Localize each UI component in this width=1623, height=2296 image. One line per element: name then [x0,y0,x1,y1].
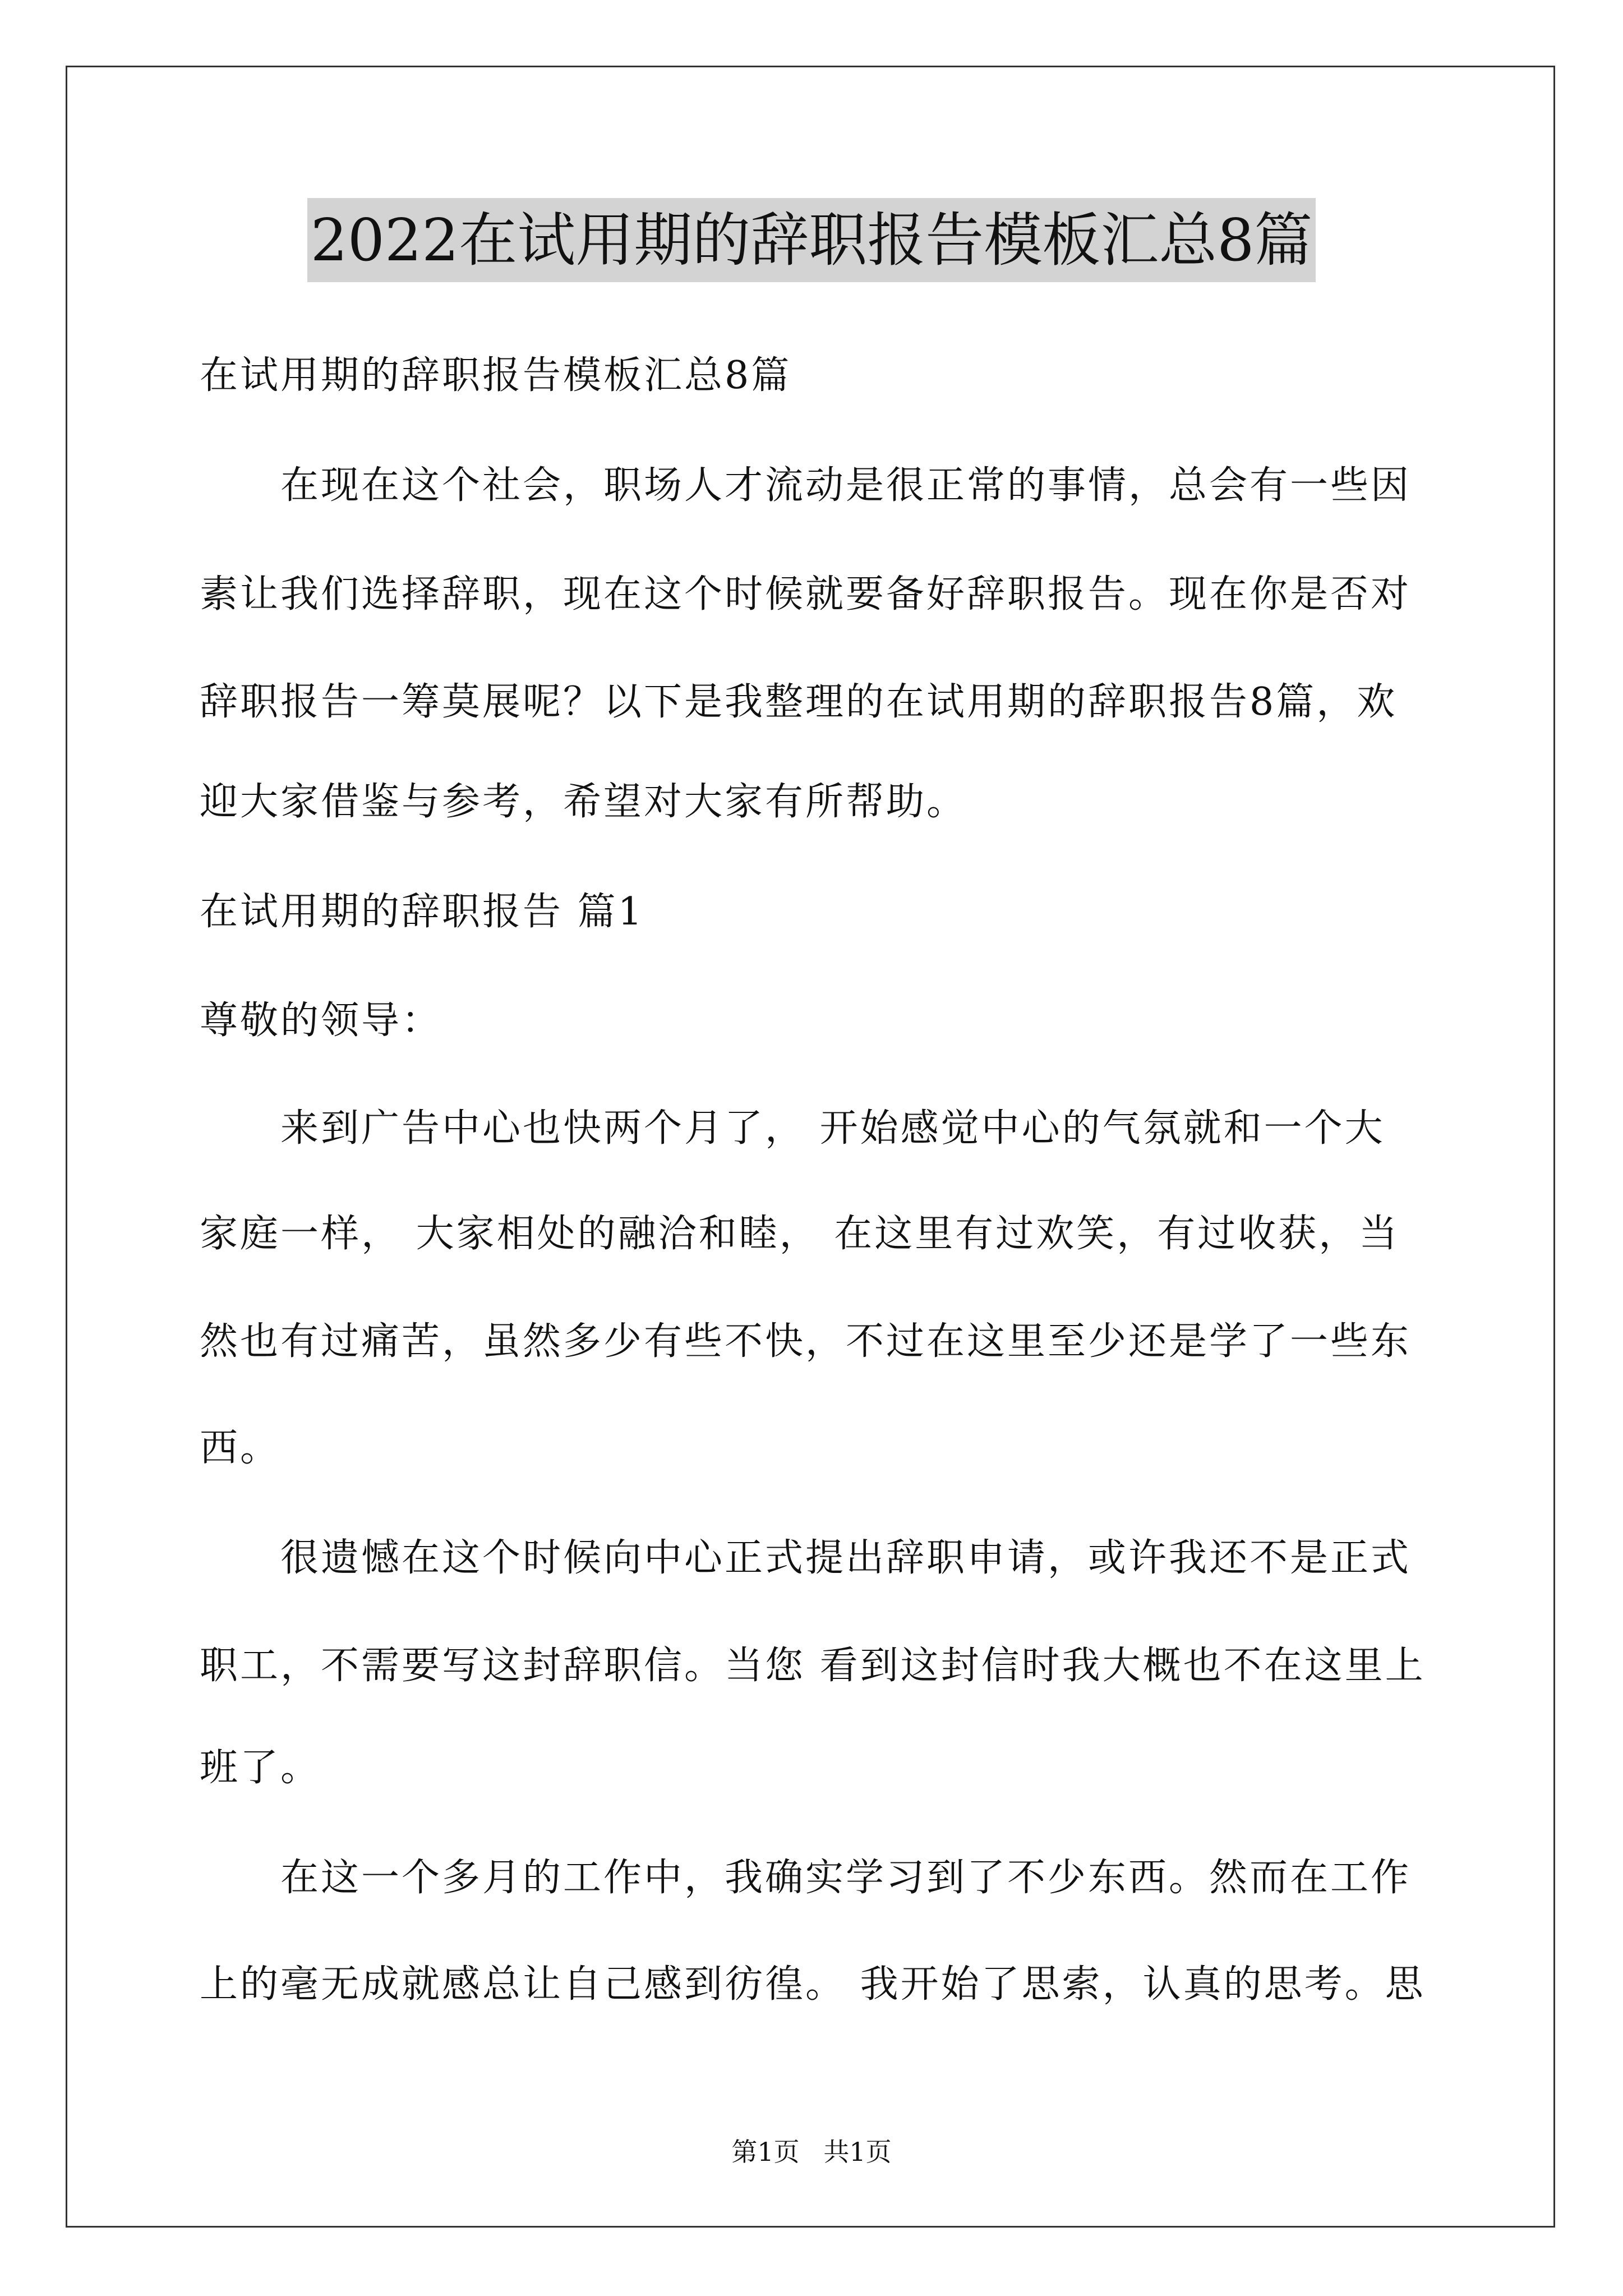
page-number: 第1页 [731,2137,800,2167]
text-line: 素让我们选择辞职，现在这个时候就要备好辞职报告。现在你是否对 [200,572,1412,616]
text-line: 很遗憾在这个时候向中心正式提出辞职申请，或许我还不是正式 [200,1536,1412,1580]
text-line: 上的毫无成就感总让自己感到彷徨。 我开始了思索，认真的思考。思 [200,1962,1426,2007]
text-line: 在现在这个社会，职场人才流动是很正常的事情，总会有一些因 [200,463,1412,508]
text-line: 迎大家借鉴与参考，希望对大家有所帮助。 [200,780,967,824]
text-line: 在试用期的辞职报告模板汇总8篇 [200,353,792,398]
text-line: 在这一个多月的工作中，我确实学习到了不少东西。然而在工作 [200,1856,1412,1900]
text-line: 西。 [200,1426,281,1470]
page-footer [0,2135,1623,2169]
page-total: 共1页 [823,2137,892,2167]
text-line: 在试用期的辞职报告 篇1 [200,890,644,934]
document-title: 2022在试用期的辞职报告模板汇总8篇 [307,198,1316,282]
text-line: 然也有过痛苦，虽然多少有些不快，不过在这里至少还是学了一些东 [200,1319,1412,1364]
text-line: 职工，不需要写这封辞职信。当您 看到这封信时我大概也不在这里上 [200,1644,1426,1688]
title-wrap [0,198,1623,282]
text-line: 辞职报告一筹莫展呢？以下是我整理的在试用期的辞职报告8篇，欢 [200,680,1398,724]
text-line: 家庭一样， 大家相处的融洽和睦， 在这里有过欢笑，有过收获，当 [200,1212,1400,1256]
text-line: 尊敬的领导： [200,999,442,1043]
text-line: 班了。 [200,1746,321,1790]
text-line: 来到广告中心也快两个月了， 开始感觉中心的气氛就和一个大 [200,1106,1385,1151]
